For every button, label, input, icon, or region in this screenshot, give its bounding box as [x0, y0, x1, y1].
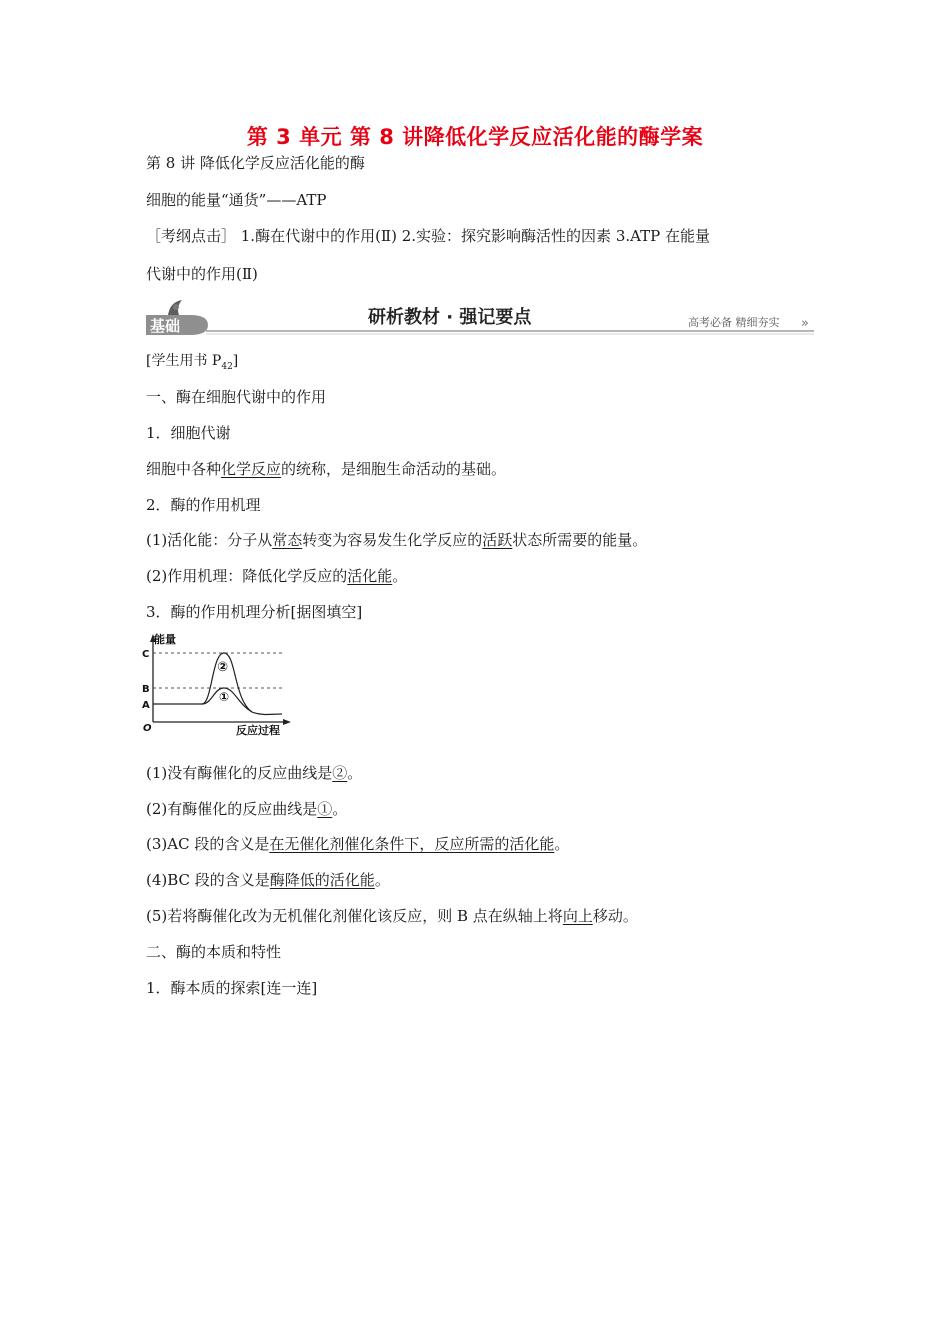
origin-label: O — [143, 723, 152, 734]
level-a-label: A — [142, 700, 150, 711]
answer-2: (2)有酶催化的反应曲线是①。 — [146, 800, 348, 818]
syllabus-points-cont: 代谢中的作用(Ⅱ) — [146, 265, 258, 283]
book-reference: [学生用书 $P_{42}$] — [146, 353, 239, 372]
y-axis-label: 能量 — [154, 633, 176, 646]
answer-3: (3)AC 段的含义是在无催化剂催化条件下，反应所需的活化能。 — [146, 835, 570, 853]
point3-heading: 3．酶的作用机理分析[据图填空] — [146, 603, 363, 621]
answer-4: (4)BC 段的含义是酶降低的活化能。 — [146, 871, 390, 889]
point2a-text: (1)活化能：分子从常态转变为容易发生化学反应的活跃状态所需要的能量。 — [146, 531, 648, 549]
activation-energy-diagram — [142, 630, 294, 740]
answer-5: (5)若将酶催化改为无机催化剂催化该反应，则 B 点在纵轴上将向上移动。 — [146, 907, 638, 925]
banner-graphic — [146, 298, 814, 338]
banner-heading: 研析教材 · 强记要点 — [368, 307, 532, 328]
section2-heading: 二、酶的本质和特性 — [146, 943, 282, 961]
section2-point1-heading: 1．酶本质的探索[连一连] — [146, 979, 318, 997]
curve-2-label: ② — [217, 660, 229, 675]
curve-1-label: ① — [219, 690, 230, 704]
lecture-title: 第 8 讲 降低化学反应活化能的酶 — [146, 154, 365, 172]
banner-right-text: 高考必备 精细夯实 — [688, 316, 780, 329]
section-banner — [146, 298, 814, 338]
lecture-subtitle: 细胞的能量“通货”——ATP — [146, 191, 327, 209]
document-title: 第 3 单元 第 8 讲降低化学反应活化能的酶学案 — [246, 125, 704, 149]
point1-heading: 1．细胞代谢 — [146, 424, 231, 442]
point1-text: 细胞中各种化学反应的统称，是细胞生命活动的基础。 — [146, 460, 507, 478]
answer-1: (1)没有酶催化的反应曲线是②。 — [146, 764, 363, 782]
point2-heading: 2．酶的作用机理 — [146, 496, 261, 514]
banner-arrows: » — [801, 316, 809, 331]
section1-heading: 一、酶在细胞代谢中的作用 — [146, 388, 327, 406]
banner-badge: 基础 — [150, 317, 181, 335]
point2b-text: (2)作用机理：降低化学反应的活化能。 — [146, 567, 408, 585]
x-axis-label: 反应过程 — [236, 724, 280, 737]
syllabus-points: ［考纲点击］ 1.酶在代谢中的作用(Ⅱ) 2.实验：探究影响酶活性的因素 3.ATP 在能量 — [146, 227, 711, 245]
level-b-label: B — [142, 684, 150, 695]
level-c-label: C — [142, 649, 150, 660]
